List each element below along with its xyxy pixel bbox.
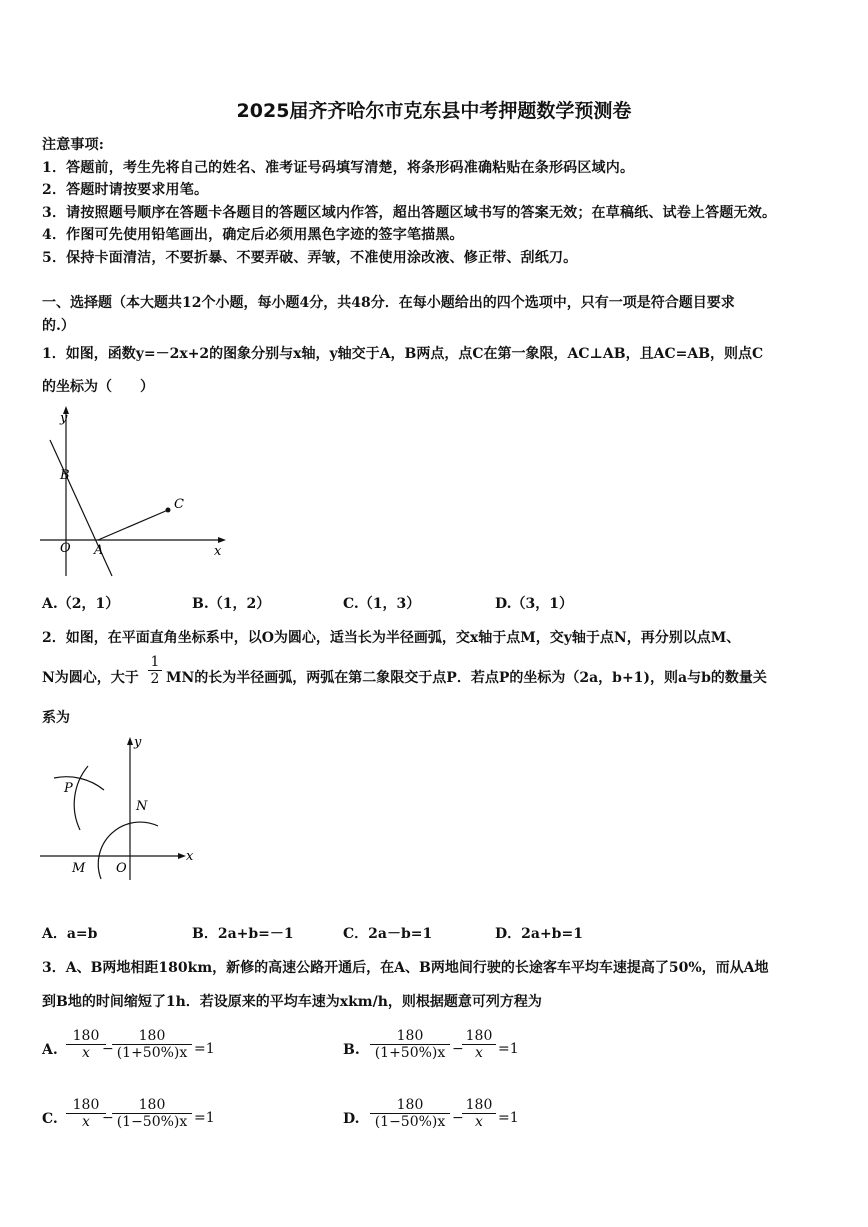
question-2-text-pre: N为圆心，大于 — [42, 670, 139, 686]
notice-item: 3．请按照题号顺序在答题卡各题目的答题区域内作答，超出答题区域书写的答案无效；在草稿纸、试卷上答题无效。 — [42, 205, 777, 221]
numerator: 180 — [396, 1097, 424, 1113]
arc-from-n — [74, 766, 88, 830]
denominator: x — [82, 1045, 90, 1061]
label-x: x — [186, 849, 194, 864]
option-d-label: D. — [343, 1111, 360, 1127]
fraction-numerator: 1 — [150, 654, 160, 670]
section-heading-cont: 的.） — [42, 318, 75, 334]
numerator: 180 — [465, 1097, 493, 1113]
question-1-text-cont: 的坐标为（ ） — [42, 379, 154, 395]
equals-one: =1 — [194, 1110, 215, 1126]
page-title: 2025届齐齐哈尔市克东县中考押题数学预测卷 — [236, 100, 632, 122]
option-c: C.（1，3） — [343, 596, 421, 612]
denominator: (1+50%)x — [374, 1045, 446, 1061]
option-a: A．a=b — [42, 926, 98, 942]
label-c: C — [174, 497, 184, 512]
label-y: y — [134, 735, 142, 750]
denominator: x — [82, 1114, 90, 1130]
option-c-label: C. — [42, 1111, 58, 1127]
question-2-text: 2．如图，在平面直角坐标系中，以O为圆心，适当长为半径画弧，交x轴于点M，交y轴于点N，再分别以点M、 — [42, 630, 741, 646]
notice-heading: 注意事项: — [42, 137, 105, 153]
notice-item: 1．答题前，考生先将自己的姓名、准考证号码填写清楚，将条形码准确粘贴在条形码区域内。 — [42, 160, 635, 176]
minus-sign: − — [102, 1110, 114, 1126]
question-1-figure — [36, 404, 236, 584]
numerator: 180 — [465, 1028, 493, 1044]
question-1-text: 1．如图，函数y=－2x+2的图象分别与x轴，y轴交于A，B两点，点C在第一象限，AC⊥AB，且AC=AB，则点C — [42, 346, 764, 362]
denominator: x — [475, 1114, 483, 1130]
arc-from-m — [54, 777, 104, 790]
minus-sign: − — [102, 1041, 114, 1057]
denominator: (1−50%)x — [374, 1114, 446, 1130]
half-fraction — [148, 654, 162, 687]
option-b: B．2a+b=－1 — [192, 926, 294, 942]
numerator: 180 — [396, 1028, 424, 1044]
question-3-text-cont: 到B地的时间缩短了1h．若设原来的平均车速为xkm/h，则根据题意可列方程为 — [42, 994, 542, 1010]
denominator: x — [475, 1045, 483, 1061]
question-2-figure — [36, 734, 206, 884]
label-m: M — [72, 861, 86, 876]
option-d: D．2a+b=1 — [495, 926, 583, 942]
question-2-text-cont: 系为 — [42, 710, 70, 726]
equals-one: =1 — [498, 1041, 519, 1057]
option-c-fraction-2 — [112, 1097, 192, 1130]
label-o: O — [60, 541, 71, 556]
option-c: C．2a－b=1 — [343, 926, 433, 942]
option-d: D.（3，1） — [495, 596, 573, 612]
label-a: A — [94, 543, 104, 558]
arc-mn — [98, 822, 158, 879]
numerator: 180 — [138, 1097, 166, 1113]
option-b-fraction-1 — [370, 1028, 450, 1061]
numerator: 180 — [72, 1028, 100, 1044]
y-axis-arrow — [127, 737, 133, 745]
option-a-label: A. — [42, 1042, 58, 1058]
denominator: (1−50%)x — [116, 1114, 188, 1130]
option-b-label: B. — [343, 1042, 360, 1058]
numerator: 180 — [72, 1097, 100, 1113]
label-p: P — [64, 781, 73, 796]
fraction-denominator: 2 — [150, 671, 160, 687]
x-axis-arrow — [218, 537, 226, 543]
question-2-text-post: MN的长为半径画弧，两弧在第二象限交于点P．若点P的坐标为（2a，b+1)，则a与b的数量关 — [166, 670, 767, 686]
label-x: x — [214, 544, 222, 559]
label-o: O — [116, 861, 127, 876]
option-d-fraction-1 — [370, 1097, 450, 1130]
option-a-fraction-1 — [66, 1028, 106, 1061]
segment-ac — [98, 510, 168, 540]
label-y: y — [60, 411, 68, 426]
notice-item: 4．作图可先使用铅笔画出，确定后必须用黑色字迹的签字笔描黑。 — [42, 227, 464, 243]
numerator: 180 — [138, 1028, 166, 1044]
label-b: B — [60, 468, 70, 483]
label-n: N — [136, 799, 148, 814]
section-heading: 一、选择题（本大题共12个小题，每小题4分，共48分．在每小题给出的四个选项中，只有一项是符合题目要求 — [42, 295, 735, 311]
equals-one: =1 — [194, 1041, 215, 1057]
denominator: (1+50%)x — [116, 1045, 188, 1061]
point-c — [166, 508, 171, 513]
option-a-fraction-2 — [112, 1028, 192, 1061]
option-c-fraction-1 — [66, 1097, 106, 1130]
notice-item: 5．保持卡面清洁，不要折暴、不要弄破、弄皱，不准使用涂改液、修正带、刮纸刀。 — [42, 250, 578, 266]
minus-sign: − — [452, 1110, 464, 1126]
question-3-text: 3．A、B两地相距180km，新修的高速公路开通后，在A、B两地间行驶的长途客车平均车速提高了50%，而从A地 — [42, 960, 769, 976]
equals-one: =1 — [498, 1110, 519, 1126]
notice-item: 2．答题时请按要求用笔。 — [42, 182, 209, 198]
minus-sign: − — [452, 1041, 464, 1057]
option-b-fraction-2 — [462, 1028, 496, 1061]
option-a: A.（2，1） — [42, 596, 120, 612]
option-d-fraction-2 — [462, 1097, 496, 1130]
option-b: B.（1，2） — [192, 596, 271, 612]
x-axis-arrow — [178, 853, 186, 859]
